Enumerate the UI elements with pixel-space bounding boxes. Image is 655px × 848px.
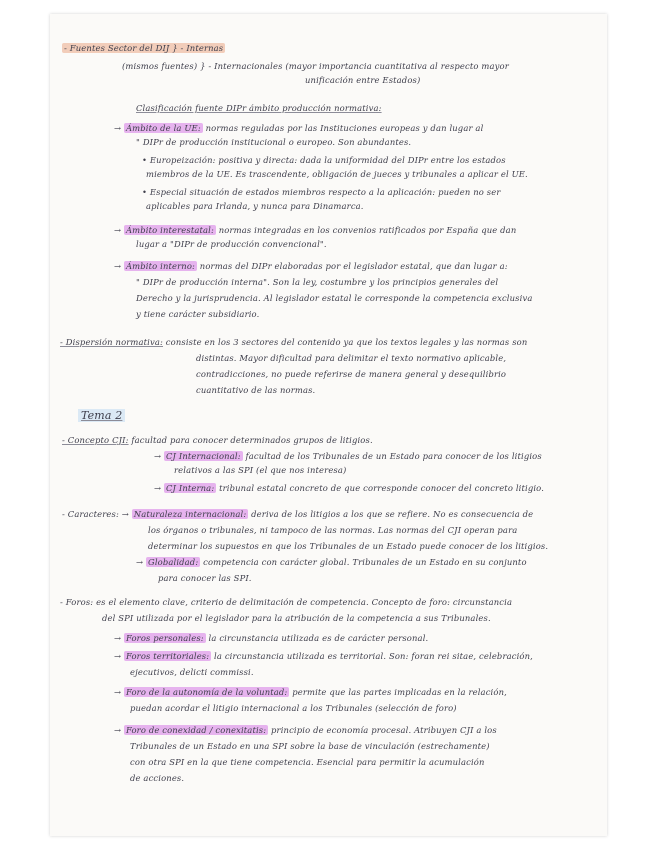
cj-internacional-line-2: relativos a las SPI (el que nos interesa) bbox=[174, 465, 347, 475]
ambito-interno-line: → Ámbito interno: normas del DIPr elaboradas por el legislador estatal, que dan lugar a: bbox=[114, 261, 508, 271]
globalidad-line: → Globalidad: competencia con carácter global. Tribunales de un Estado en su conjunto bbox=[136, 557, 527, 567]
foro-conexidad-line-2: Tribunales de un Estado en una SPI sobre la base de vinculación (estrechamente) bbox=[130, 741, 490, 751]
dispersion-line-2: distintas. Mayor dificultad para delimitar el texto normativo aplicable, bbox=[196, 353, 507, 363]
caracteres-line: - Caracteres: → Naturaleza internacional: deriva de los litigios a los que se refiere. No es consecuencia de bbox=[62, 509, 534, 519]
notebook-page bbox=[50, 14, 607, 836]
ambito-interestatal-line-2: lugar a "DIPr de producción convencional". bbox=[136, 239, 327, 249]
ambito-interno-line-4: y tiene carácter subsidiario. bbox=[136, 309, 260, 319]
globalidad-term: Globalidad: bbox=[147, 557, 199, 567]
dispersion-line-4: cuantitativo de las normas. bbox=[196, 385, 316, 395]
foro-conexidad-line: → Foro de conexidad / conexitatis: principio de economía procesal. Atribuyen CJI a los bbox=[114, 725, 497, 735]
cj-internacional-term: CJ Internacional: bbox=[165, 451, 241, 461]
dispersion-term: - Dispersión normativa: bbox=[60, 337, 163, 347]
foros-territoriales-line: → Foros territoriales: la circunstancia utilizada es territorial. Son: foran rei sitae, celebración, bbox=[114, 651, 533, 661]
cj-internacional-line: → CJ Internacional: facultad de los Tribunales de un Estado para conocer de los litigios bbox=[154, 451, 542, 461]
ambito-interestatal-term: Ámbito interestatal: bbox=[125, 225, 214, 235]
foros-line-2: del SPI utilizada por el legislador para la atribución de la competencia a sus Tribunales. bbox=[102, 613, 491, 623]
clasificacion-heading: Clasificación fuente DIPr ámbito producción normativa: bbox=[136, 103, 382, 113]
fuentes-line-3: unificación entre Estados) bbox=[305, 75, 421, 85]
foro-autonomia-line: → Foro de la autonomía de la voluntad: permite que las partes implicadas en la relación, bbox=[114, 687, 507, 697]
foro-autonomia-term: Foro de la autonomía de la voluntad: bbox=[125, 687, 288, 697]
europeizacion-line-2: miembros de la UE. Es trascendente, obligación de jueces y tribunales a aplicar el UE. bbox=[146, 169, 528, 179]
caracteres-line-2: los órganos o tribunales, ni tampoco de las normas. Las normas del CJI operan para bbox=[148, 525, 518, 535]
ambito-ue-line-2: " DIPr de producción institucional o europeo. Son abundantes. bbox=[136, 137, 412, 147]
foro-autonomia-line-2: puedan acordar el litigio internacional a los Tribunales (selección de foro) bbox=[130, 703, 457, 713]
fuentes-line: - Fuentes Sector del DIJ } - Internas bbox=[64, 43, 224, 53]
foro-conexidad-line-3: con otra SPI en la que tiene competencia. Esencial para permitir la acumulación bbox=[130, 757, 485, 767]
concepto-cji-line: - Concepto CJI: facultad para conocer determinados grupos de litigios. bbox=[62, 435, 373, 445]
ambito-interno-line-3: Derecho y la jurisprudencia. Al legislador estatal le corresponde la competencia exclusiva bbox=[136, 293, 533, 303]
europeizacion-line: • Europeización: positiva y directa: dada la uniformidad del DIPr entre los estados bbox=[142, 155, 506, 165]
ambito-ue-line: → Ámbito de la UE: normas reguladas por las Instituciones europeas y dan lugar al bbox=[114, 123, 484, 133]
naturaleza-term: Naturaleza internacional: bbox=[133, 509, 247, 519]
foros-personales-term: Foros personales: bbox=[125, 633, 204, 643]
fuentes-line-2: (mismos fuentes) } - Internacionales (mayor importancia cuantitativa al respecto mayor bbox=[122, 61, 509, 71]
concepto-cji-term: - Concepto CJI: bbox=[62, 435, 129, 445]
cj-interna-line: → CJ Interna: tribunal estatal concreto de que corresponde conocer del concreto litigio. bbox=[154, 483, 545, 493]
foros-territoriales-line-2: ejecutivos, delicti commissi. bbox=[130, 667, 254, 677]
foros-personales-line: → Foros personales: la circunstancia utilizada es de carácter personal. bbox=[114, 633, 429, 643]
tema-2-heading: Tema 2 bbox=[78, 410, 125, 422]
ambito-interno-term: Ámbito interno: bbox=[125, 261, 195, 271]
dispersion-line: - Dispersión normativa: consiste en los 3 sectores del contenido ya que los textos legales y las normas son bbox=[60, 337, 528, 347]
dispersion-line-3: contradicciones, no puede referirse de manera general y desequilibrio bbox=[196, 369, 507, 379]
ambito-interno-line-2: " DIPr de producción interna". Son la ley, costumbre y los principios generales del bbox=[136, 277, 499, 287]
cj-interna-term: CJ Interna: bbox=[165, 483, 215, 493]
ambito-interestatal-line: → Ámbito interestatal: normas integradas en los convenios ratificados por España que dan bbox=[114, 225, 517, 235]
foro-conexidad-term: Foro de conexidad / conexitatis: bbox=[125, 725, 267, 735]
ambito-ue-term: Ámbito de la UE: bbox=[125, 123, 201, 133]
foros-line: - Foros: es el elemento clave, criterio de delimitación de competencia. Concepto de foro: circunstancia bbox=[60, 597, 513, 607]
globalidad-line-2: para conocer las SPI. bbox=[158, 573, 252, 583]
foros-territoriales-term: Foros territoriales: bbox=[125, 651, 210, 661]
foro-conexidad-line-4: de acciones. bbox=[130, 773, 185, 783]
especial-line-2: aplicables para Irlanda, y nunca para Dinamarca. bbox=[146, 201, 364, 211]
caracteres-line-3: determinar los supuestos en que los Tribunales de un Estado puede conocer de los litigios. bbox=[148, 541, 549, 551]
especial-line: • Especial situación de estados miembros respecto a la aplicación: pueden no ser bbox=[142, 187, 501, 197]
